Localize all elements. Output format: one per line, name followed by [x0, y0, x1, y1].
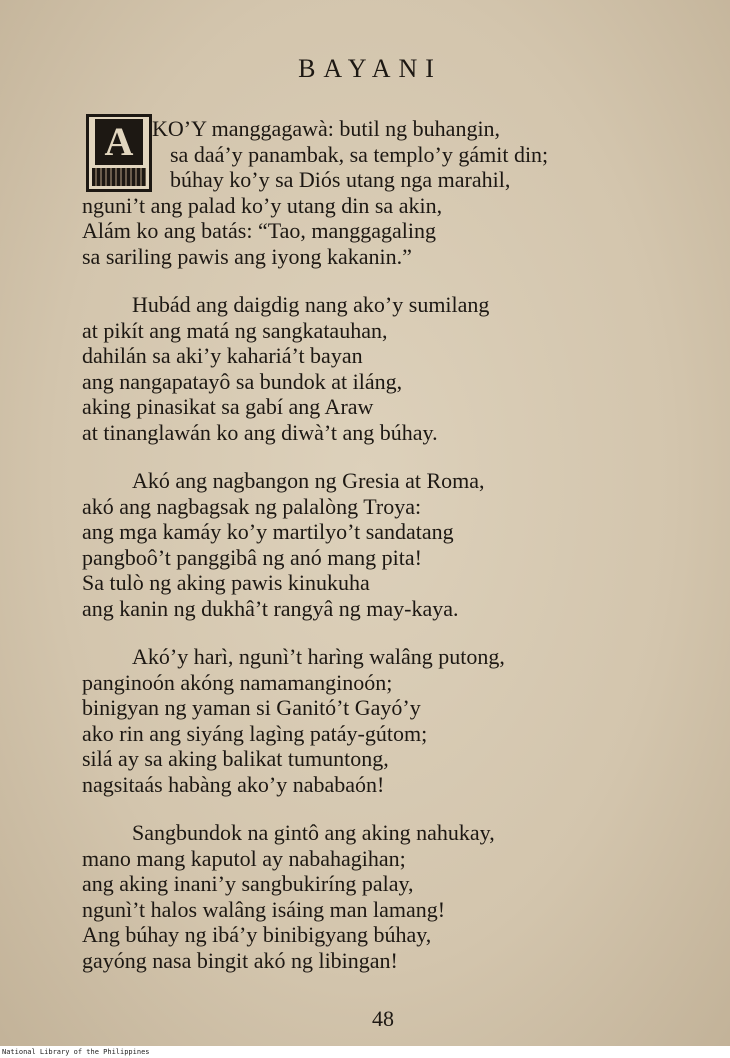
stanza [82, 820, 682, 973]
poem-line: búhay ko’y sa Diós utang nga marahil, [170, 167, 511, 192]
poem-line: ngunì’t halos walâng isáing man lamang! [82, 896, 446, 922]
poem-line: akó ang nagbagsak ng palalòng Troya: [82, 493, 422, 519]
archive-watermark: National Library of the Philippines [0, 1046, 730, 1058]
poem-line: at pikít ang matá ng sangkatauhan, [82, 317, 388, 343]
poem-line: sa sariling pawis ang iyong kakanin.” [82, 243, 412, 269]
poem-line: mano mang kaputol ay nabahagihan; [82, 845, 406, 871]
poem-line: silá ay sa aking balikat tumuntong, [82, 746, 389, 771]
poem-line: Sangbundok na gintô ang aking nahukay, [132, 820, 495, 845]
poem-line: Hubád ang daigdig nang ako’y sumilang [132, 292, 490, 317]
poem-line: aking pinasikat sa gabí ang Araw [82, 394, 374, 419]
poem-line: panginoón akóng namamanginoón; [82, 669, 393, 695]
poem-line: ang nangapatayô sa bundok at iláng, [82, 368, 403, 394]
poem-line: sa daá’y panambak, sa templo’y gámit din; [170, 141, 549, 167]
poem-line: Akó ang nagbangon ng Gresia at Roma, [132, 468, 485, 493]
poem-line: ang kanin ng dukhâ’t rangyâ ng may-kaya. [82, 595, 459, 621]
stanza [82, 644, 682, 797]
poem-body [82, 116, 682, 996]
poem-line: dahilán sa aki’y kahariá’t bayan [82, 343, 363, 368]
page-number: 48 [372, 1006, 394, 1031]
poem-line: ang mga kamáy ko’y martilyo’t sandatang [82, 519, 454, 544]
poem-line: ang aking inani’y sangbukiríng palay, [82, 871, 414, 896]
poem-line: KO’Y manggagawà: butil ng buhangin, [152, 116, 501, 141]
poem-line: nagsitaás habàng ako’y nababaón! [82, 771, 385, 797]
drop-cap-letter: A [95, 119, 143, 165]
poem-line: nguni’t ang palad ko’y utang din sa akin, [82, 192, 443, 218]
stanza [82, 468, 682, 621]
poem-line: at tinanglawán ko ang diwà’t ang búhay. [82, 419, 438, 445]
poem-line: Sa tulò ng aking pawis kinukuha [82, 570, 370, 595]
poem-line: binigyan ng yaman si Ganitó’t Gayó’y [82, 695, 421, 720]
poem-line: pangboô’t panggibâ ng anó mang pita! [82, 544, 422, 570]
stanza [82, 292, 682, 445]
poem-title: BAYANI [298, 54, 442, 83]
poem-line: Alám ko ang batás: “Tao, manggagaling [82, 218, 437, 243]
poem-line: ako rin ang siyáng lagìng patáy-gútom; [82, 720, 428, 746]
poem-line: Ang búhay ng ibá’y binibigyang búhay, [82, 922, 432, 947]
poem-line: Akó’y harì, ngunì’t harìng walâng putong, [132, 644, 505, 669]
stanza [82, 116, 682, 269]
poem-line: gayóng nasa bingit akó ng libingan! [82, 947, 398, 973]
